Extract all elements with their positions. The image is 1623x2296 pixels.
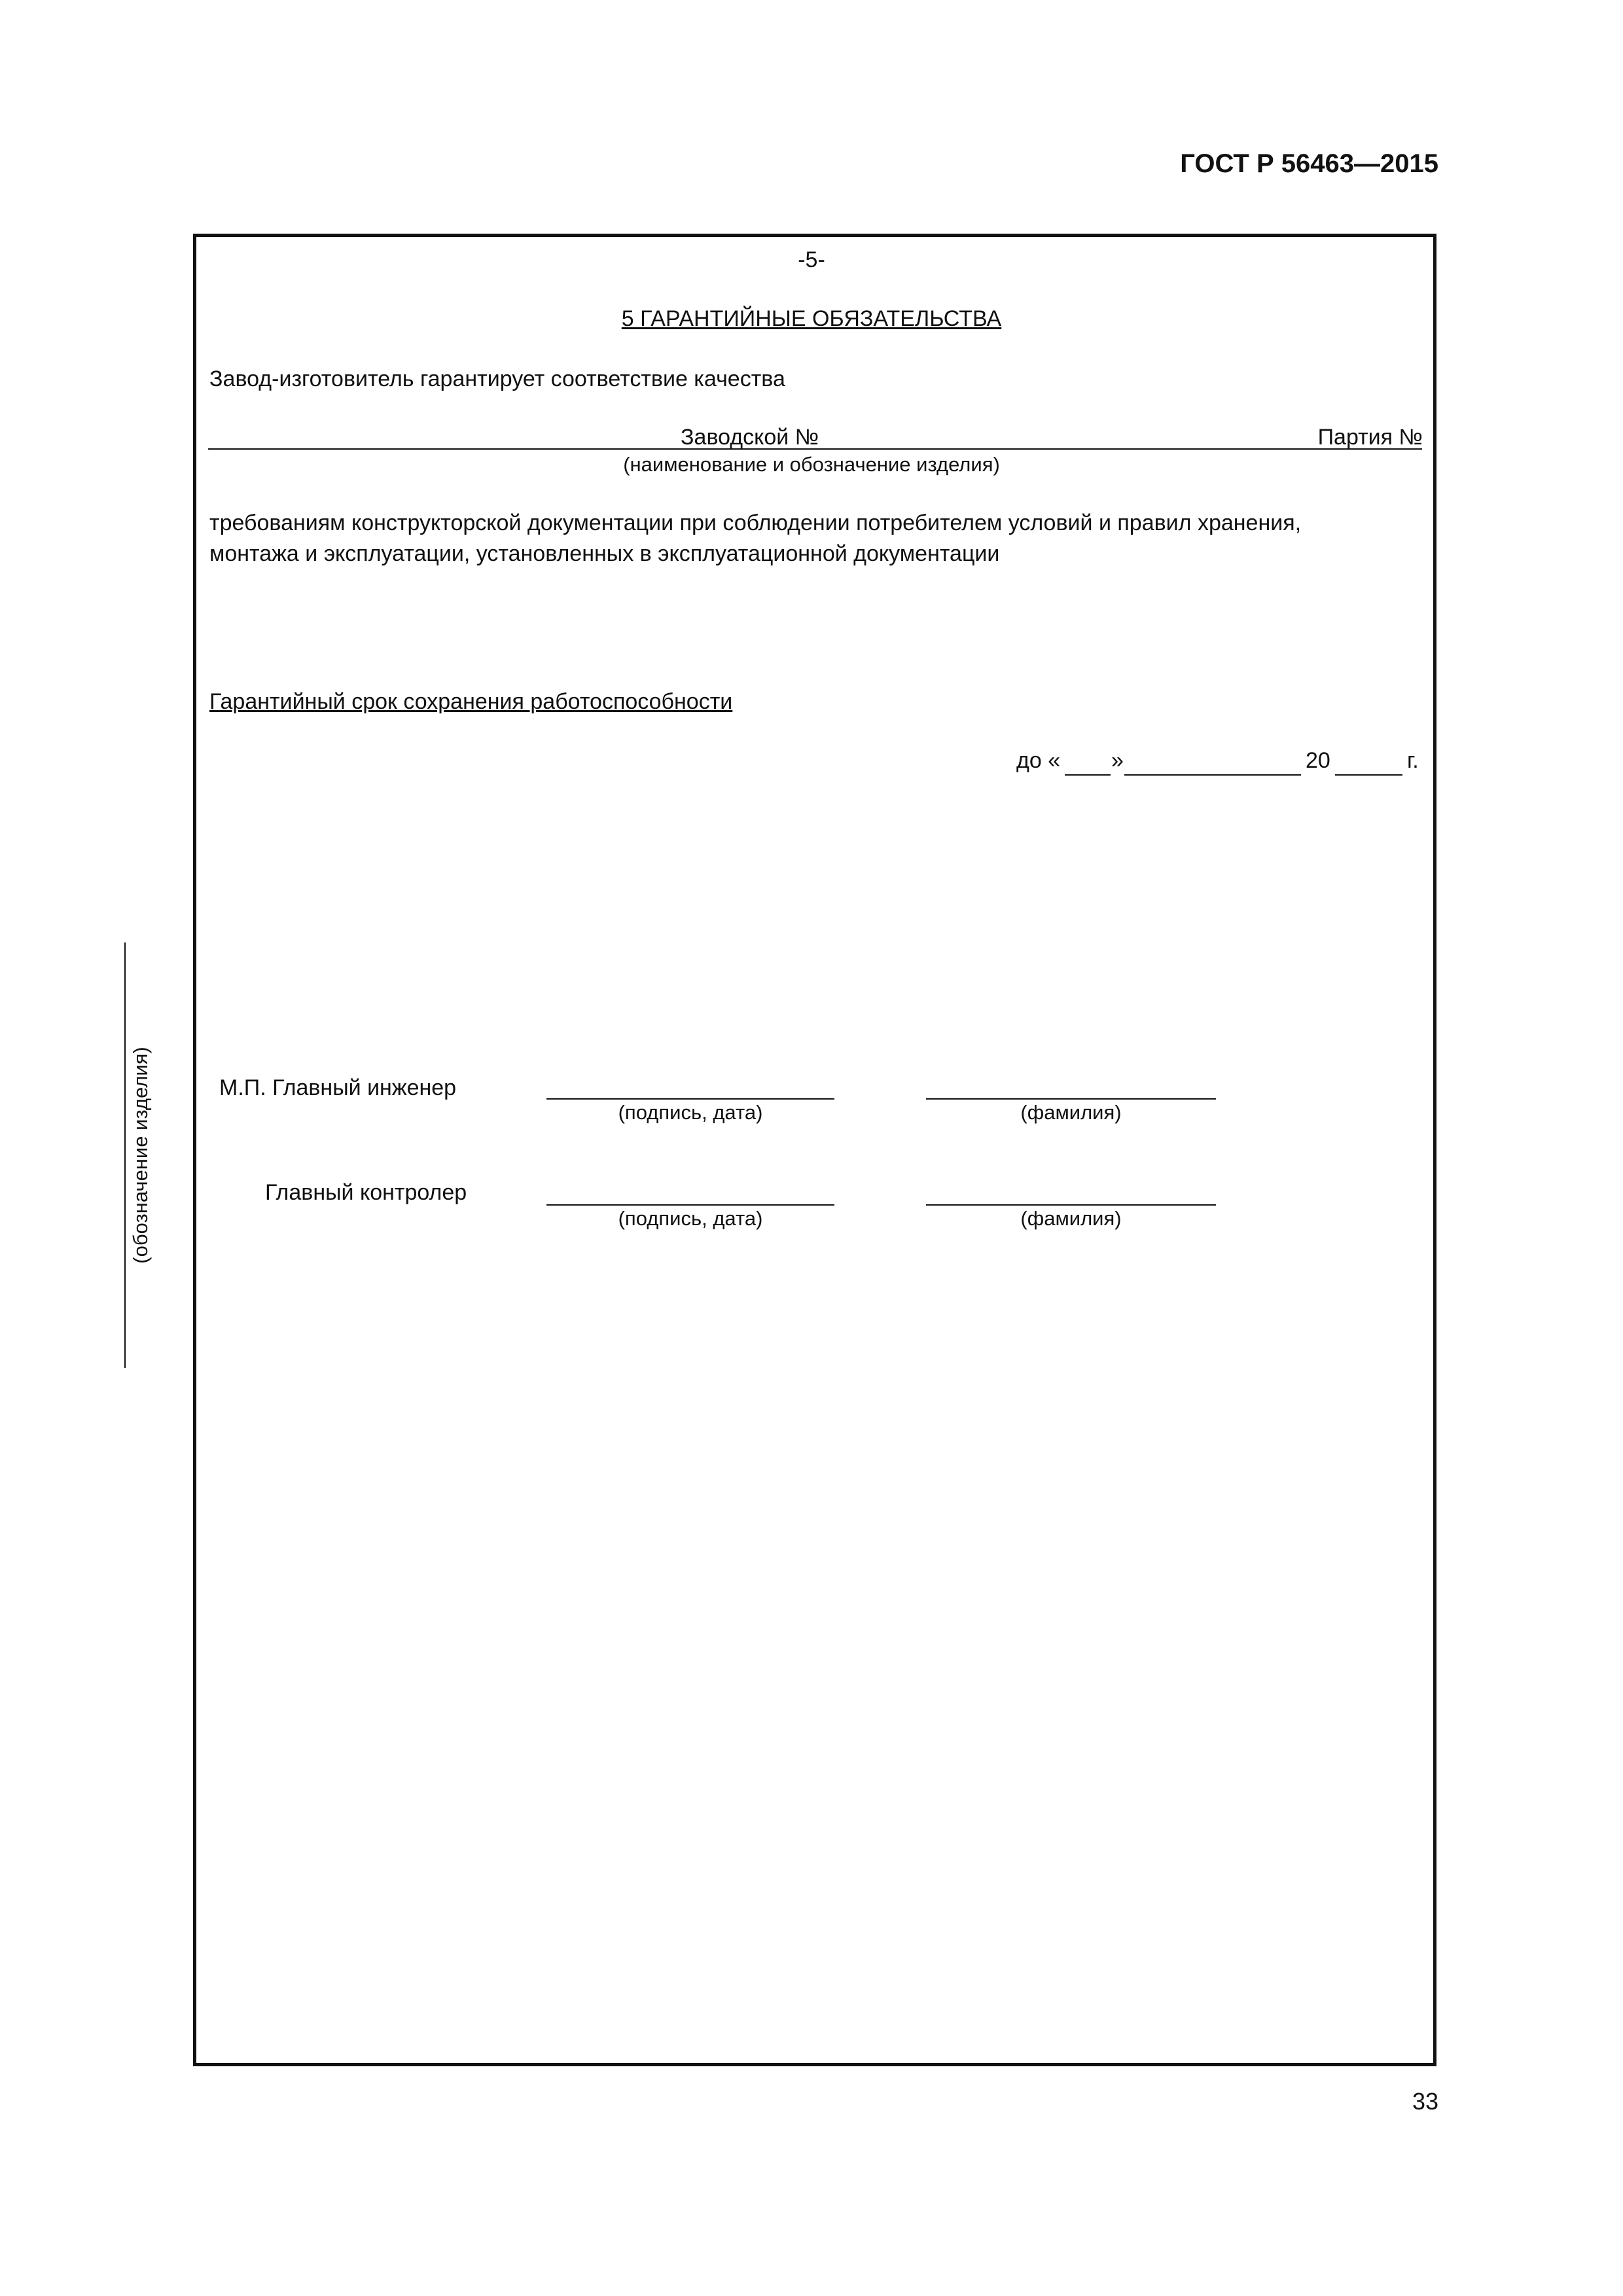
intro-text: Завод-изготовитель гарантирует соответствие качества [209, 367, 785, 391]
serial-label: Заводской № [681, 425, 819, 450]
chief-engineer-surname-caption: (фамилия) [1020, 1101, 1122, 1124]
chief-controller-surname-field[interactable] [926, 1204, 1216, 1206]
standard-code: ГОСТ Р 56463—2015 [1180, 149, 1438, 178]
requirements-line-2: монтажа и эксплуатации, установленных в эксплуатационной документации [209, 541, 1000, 566]
date-century: 20 [1306, 748, 1330, 773]
chief-engineer-signature-caption: (подпись, дата) [618, 1101, 763, 1124]
side-divider [124, 942, 126, 1368]
page-number: 33 [1412, 2088, 1438, 2115]
date-year-field[interactable] [1335, 774, 1402, 776]
date-prefix: до « [1016, 748, 1061, 773]
page-marker: -5- [798, 247, 825, 272]
warranty-period-label: Гарантийный срок сохранения работоспособности [209, 689, 733, 714]
product-caption: (наименование и обозначение изделия) [623, 453, 1000, 476]
chief-controller-signature-caption: (подпись, дата) [618, 1207, 763, 1230]
chief-engineer-signature-field[interactable] [546, 1098, 834, 1100]
chief-engineer-surname-field[interactable] [926, 1098, 1216, 1100]
chief-controller-surname-caption: (фамилия) [1020, 1207, 1122, 1230]
chief-controller-label: Главный контролер [265, 1180, 467, 1205]
date-mid: » [1111, 748, 1124, 773]
requirements-line-1: требованиям конструкторской документации при соблюдении потребителем условий и правил хранения, [209, 511, 1302, 535]
section-title: 5 ГАРАНТИЙНЫЕ ОБЯЗАТЕЛЬСТВА [621, 306, 1002, 331]
chief-controller-signature-field[interactable] [546, 1204, 834, 1206]
date-day-field[interactable] [1065, 774, 1111, 776]
chief-engineer-label: М.П. Главный инженер [219, 1075, 457, 1100]
side-caption: (обозначение изделия) [129, 1047, 152, 1264]
batch-label: Партия № [1317, 425, 1423, 450]
date-month-field[interactable] [1124, 774, 1301, 776]
date-suffix: г. [1407, 748, 1419, 773]
